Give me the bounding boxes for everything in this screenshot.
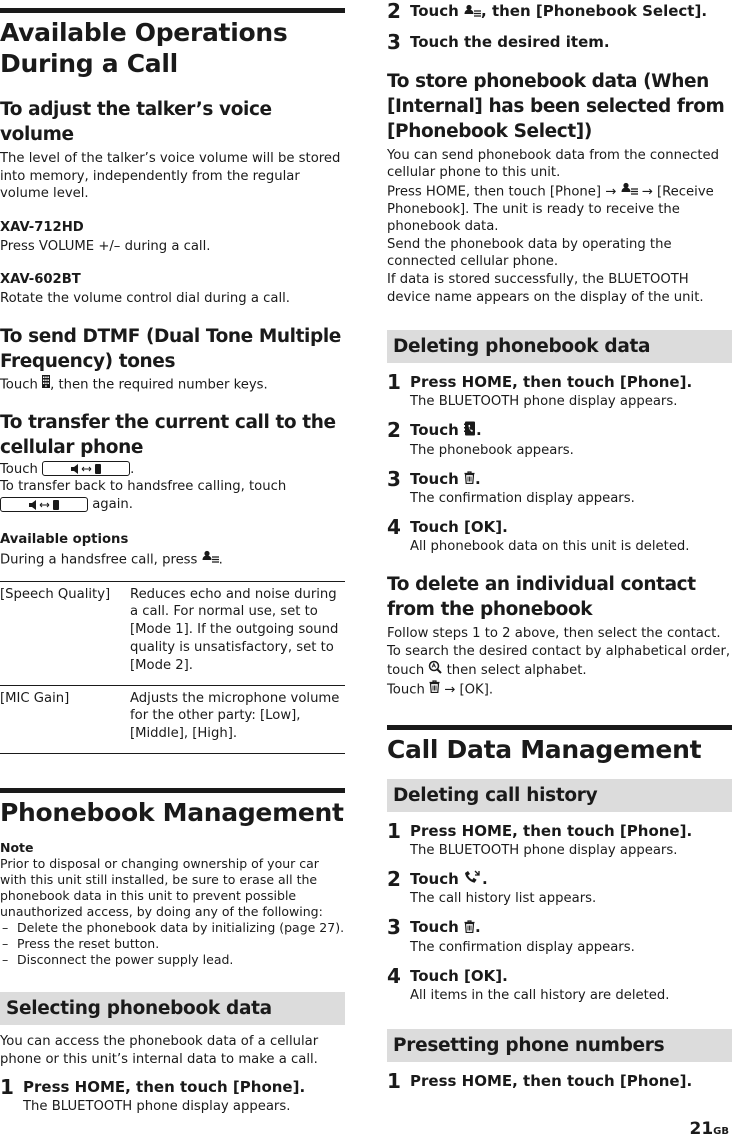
step-title: Touch [OK]. xyxy=(410,966,508,985)
step-sub: The confirmation display appears. xyxy=(410,491,635,507)
left-column xyxy=(0,0,345,1116)
transfer-back-text: To transfer back to handsfree calling, touch xyxy=(0,479,287,495)
step xyxy=(387,0,732,23)
step-title: Press HOME, then touch [Phone]. xyxy=(23,1078,306,1097)
transfer-button-icon xyxy=(42,461,130,476)
step-title: Touch . xyxy=(410,916,732,939)
step-title: Press HOME, then touch [Phone]. xyxy=(410,1071,693,1090)
delete-contact-text-3 xyxy=(387,680,732,699)
list-item: – Delete the phonebook data by initializing (page 27). xyxy=(2,919,345,935)
call-history-icon xyxy=(464,868,482,890)
step-number: 3 xyxy=(387,29,401,54)
heading-transfer: To transfer the current call to the cellular phone xyxy=(0,411,336,458)
step-number: 1 xyxy=(387,818,401,843)
step-number: 4 xyxy=(387,515,401,540)
note-title: Note xyxy=(0,839,34,855)
trash-icon xyxy=(464,468,475,490)
section-title-call-data: Call Data Management xyxy=(387,734,702,764)
dtmf-text xyxy=(0,375,345,394)
page-number-suffix: GB xyxy=(713,1126,729,1137)
store-text-2-pre: Press HOME, then touch [Phone] xyxy=(387,183,602,199)
options-text-post: . xyxy=(218,551,223,567)
delete-contact-text-2-pre: To search the desired contact by alphabetical order, touch xyxy=(387,643,731,679)
step-number: 3 xyxy=(387,915,401,940)
heading-store-phonebook: To store phonebook data (When [Internal] has been selected from [Phonebook Select]) xyxy=(387,70,725,142)
option-key: [Speech Quality] xyxy=(0,581,130,685)
step-number: 1 xyxy=(0,1075,14,1100)
step-sub: The BLUETOOTH phone display appears. xyxy=(410,394,678,410)
section-title-operations: Available Operations During a Call xyxy=(0,18,288,78)
store-text-1: You can send phonebook data from the connected cellular phone to this unit. xyxy=(387,147,719,181)
heading-adjust-volume: To adjust the talker’s voice volume xyxy=(0,99,272,145)
step-sub: The BLUETOOTH phone display appears. xyxy=(23,1099,291,1115)
step-sub: The call history list appears. xyxy=(410,891,597,907)
step-number: 4 xyxy=(387,963,401,988)
trash-icon xyxy=(429,680,440,699)
delete-contact-text-3-post: [OK]. xyxy=(459,682,494,698)
step xyxy=(387,516,732,556)
step xyxy=(387,419,732,460)
keypad-icon xyxy=(42,375,50,394)
step-title: Touch . xyxy=(410,419,732,442)
section-rule xyxy=(0,788,345,793)
band-selecting-phonebook: Selecting phonebook data xyxy=(0,992,345,1025)
delete-contact-text-3-pre: Touch xyxy=(387,682,425,698)
table-row xyxy=(0,685,345,753)
step-title-text: Touch xyxy=(410,421,459,440)
step xyxy=(387,965,732,1005)
phonebook-icon xyxy=(464,420,476,442)
dtmf-text-pre: Touch xyxy=(0,377,38,393)
page-number-value: 21 xyxy=(689,1119,714,1139)
option-value: Adjusts the microphone volume for the other party: [Low], [Middle], [High]. xyxy=(130,685,345,753)
step-sub: The BLUETOOTH phone display appears. xyxy=(410,842,678,858)
delete-contact-text-2 xyxy=(387,643,732,680)
step-title: Touch . xyxy=(410,468,732,491)
step-title: Press HOME, then touch [Phone]. xyxy=(410,373,693,392)
step-number: 2 xyxy=(387,0,401,23)
section-rule xyxy=(0,8,345,13)
options-text-pre: During a handsfree call, press xyxy=(0,551,198,567)
step-title-text: Touch xyxy=(410,469,459,488)
phone-menu-icon xyxy=(464,1,481,23)
right-column xyxy=(387,0,732,1092)
list-item: – Disconnect the power supply lead. xyxy=(2,951,234,967)
step-sub: All items in the call history are deleted. xyxy=(410,987,670,1003)
step-sub: The phonebook appears. xyxy=(410,442,574,458)
section-rule xyxy=(387,725,732,730)
transfer-text-pre: Touch xyxy=(0,461,38,477)
transfer-again-text: again. xyxy=(92,497,133,513)
delete-contact-text-1: Follow steps 1 to 2 above, then select the contact. xyxy=(387,626,721,642)
step-number: 2 xyxy=(387,866,401,891)
table-row xyxy=(0,581,345,685)
step xyxy=(387,31,732,53)
band-deleting-call-history: Deleting call history xyxy=(387,779,732,812)
step-title-pre: Touch xyxy=(410,2,459,20)
model-xav602bt: XAV-602BT xyxy=(0,272,81,288)
options-table xyxy=(0,581,345,754)
step-title: Press HOME, then touch [Phone]. xyxy=(410,821,693,840)
step xyxy=(387,1070,732,1092)
store-text-2-post: [Receive Phonebook]. The unit is ready to receive the phonebook data. xyxy=(387,183,714,235)
model-xav712hd-text: Press VOLUME +/– during a call. xyxy=(0,238,211,254)
step-title: Touch [OK]. xyxy=(410,518,508,537)
option-key: [MIC Gain] xyxy=(0,685,130,753)
dtmf-text-post: , then the required number keys. xyxy=(50,377,268,393)
step xyxy=(387,868,732,909)
step-number: 3 xyxy=(387,466,401,491)
option-value: Reduces echo and noise during a call. For normal use, set to [Mode 1]. If the outgoing sound quality is unsatisfactory, set to [Mode 2]. xyxy=(130,581,345,685)
step-title: Touch the desired item. xyxy=(410,32,610,51)
arrow-icon: → xyxy=(605,183,617,199)
step-sub: All phonebook data on this unit is deleted. xyxy=(410,539,690,555)
options-text xyxy=(0,550,345,569)
step xyxy=(387,371,732,411)
trash-icon xyxy=(464,917,475,939)
adjust-volume-text: The level of the talker’s voice volume will be stored into memory, independently from the regular volume level. xyxy=(0,151,341,202)
step xyxy=(0,1076,345,1116)
store-text-2 xyxy=(387,182,732,236)
step-number: 1 xyxy=(387,370,401,395)
arrow-icon: → xyxy=(641,183,653,199)
band-deleting-phonebook: Deleting phonebook data xyxy=(387,330,732,363)
step-title: Touch . xyxy=(410,868,732,891)
store-text-4: If data is stored successfully, the BLUETOOTH device name appears on the display of the unit. xyxy=(387,271,704,305)
transfer-text xyxy=(0,461,345,514)
select-text: You can access the phonebook data of a cellular phone or this unit’s internal data to make a call. xyxy=(0,1033,319,1067)
step-number: 1 xyxy=(387,1068,401,1093)
heading-available-options: Available options xyxy=(0,531,129,547)
page-number xyxy=(689,1119,729,1139)
step-sub: The confirmation display appears. xyxy=(410,939,635,955)
transfer-button-icon xyxy=(0,497,88,512)
step xyxy=(387,916,732,957)
step-title-post: , then [Phonebook Select]. xyxy=(481,2,708,20)
search-icon xyxy=(428,660,442,680)
heading-delete-contact: To delete an individual contact from the phonebook xyxy=(387,574,696,621)
store-text-3: Send the phonebook data by operating the connected cellular phone. xyxy=(387,236,672,270)
model-xav602bt-text: Rotate the volume control dial during a call. xyxy=(0,291,290,307)
arrow-icon: → xyxy=(444,682,456,698)
heading-dtmf: To send DTMF (Dual Tone Multiple Frequency) tones xyxy=(0,325,341,372)
step-title xyxy=(410,0,732,23)
note-text: Prior to disposal or changing ownership of your car with this unit still installed, be sure to erase all the phonebook data in this unit to prevent possible unauthorized access, by doing any of the following: xyxy=(0,855,323,919)
model-xav712hd: XAV-712HD xyxy=(0,219,84,235)
step-title-text: Touch xyxy=(410,869,459,888)
phone-menu-icon xyxy=(202,550,219,569)
band-presetting-phone-numbers: Presetting phone numbers xyxy=(387,1029,732,1062)
step-number: 2 xyxy=(387,418,401,443)
step xyxy=(387,820,732,860)
delete-contact-text-2-post: then select alphabet. xyxy=(446,663,587,679)
phone-menu-icon xyxy=(621,182,638,201)
step-title-text: Touch xyxy=(410,918,459,937)
transfer-text-post: . xyxy=(130,461,135,477)
step xyxy=(387,468,732,509)
section-title-phonebook: Phonebook Management xyxy=(0,797,344,827)
list-item: – Press the reset button. xyxy=(2,935,160,951)
